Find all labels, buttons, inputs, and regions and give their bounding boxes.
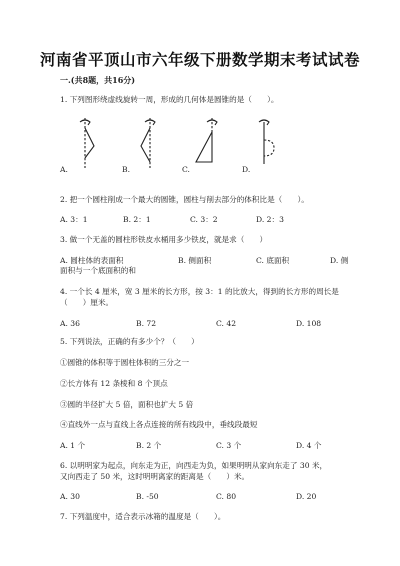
shape-b-icon [130, 118, 170, 174]
q2-option-d[interactable]: D. 2：3 [256, 215, 284, 224]
q3-option-a[interactable]: A. 圆柱体的表面积 [60, 256, 124, 265]
q4-option-b[interactable]: B. 72 [136, 319, 157, 328]
question-6-text-line2: 又向西走了 50 米，这时明明离家的距离是（ ）米。 [60, 472, 250, 481]
question-1-text: 1. 下列图形绕虚线旋转一周，形成的几何体是圆锥的是（ ）。 [60, 95, 279, 104]
q6-option-d[interactable]: D. 20 [296, 492, 317, 501]
q2-option-c[interactable]: C. 3：2 [190, 215, 218, 224]
shape-a-icon [68, 118, 108, 174]
q5-option-a[interactable]: A. 1 个 [60, 441, 86, 450]
option-b-label: B. [122, 165, 130, 174]
shape-c-icon [190, 118, 230, 174]
figure-option-d [242, 118, 290, 174]
q3-option-d-continuation: 面积与一个底面积的和 [60, 266, 136, 275]
question-4-text-line1: 4. 一个长 4 厘米，宽 3 厘米的长方形，按 3：1 的比放大，得到的长方形的周长是 [60, 287, 339, 296]
question-6-text-line1: 6. 以明明家为起点，向东走为正，向西走为负，如果明明从家向东走了 30 米， [60, 461, 328, 470]
question-3-text: 3. 做一个无盖的圆柱形铁皮水桶用多少铁皮，就是求（ ） [60, 235, 268, 244]
q5-option-d[interactable]: D. 4 个 [296, 441, 322, 450]
question-2-text: 2. 把一个圆柱削成一个最大的圆锥，圆柱与削去部分的体积比是（ ）。 [60, 195, 309, 204]
q2-option-b[interactable]: B. 2：1 [123, 215, 151, 224]
q5-option-b[interactable]: B. 2 个 [136, 441, 162, 450]
q6-option-a[interactable]: A. 30 [60, 492, 80, 501]
q6-option-b[interactable]: B. -50 [136, 492, 159, 501]
q3-option-d[interactable]: D. 侧 [330, 256, 349, 265]
question-7-text: 7. 下列温度中，适合表示冰箱的温度是（ ）。 [60, 512, 226, 521]
q5-option-c[interactable]: C. 3 个 [216, 441, 242, 450]
q5-statement-3: ③圆的半径扩大 5 倍，面积也扩大 5 倍 [60, 400, 194, 409]
q4-option-d[interactable]: D. 108 [296, 319, 322, 328]
section-heading: 一.(共8题，共16分) [60, 75, 136, 85]
question-4-text-line2: （ ）厘米。 [60, 298, 114, 307]
figure-option-b [122, 118, 170, 174]
q5-statement-1: ①圆锥的体积等于圆柱体积的三分之一 [60, 358, 190, 367]
q2-option-a[interactable]: A. 3：1 [60, 215, 88, 224]
figure-option-c [182, 118, 230, 174]
q4-option-a[interactable]: A. 36 [60, 319, 80, 328]
question-5-text: 5. 下列说法，正确的有多少个？（ ） [60, 337, 199, 346]
shape-d-icon [250, 118, 290, 174]
page-title: 河南省平顶山市六年级下册数学期末考试试卷 [39, 50, 360, 69]
q3-option-b[interactable]: B. 侧面积 [178, 256, 212, 265]
q6-option-c[interactable]: C. 80 [216, 492, 237, 501]
q3-option-c[interactable]: C. 底面积 [256, 256, 290, 265]
q5-statement-2: ②长方体有 12 条棱和 8 个顶点 [60, 379, 168, 388]
option-d-label: D. [242, 165, 251, 174]
option-a-label: A. [60, 165, 68, 174]
option-c-label: C. [182, 165, 190, 174]
figure-option-a [60, 118, 108, 174]
q5-statement-4: ④直线外一点与直线上各点连接的所有线段中，垂线段最短 [60, 420, 258, 429]
q4-option-c[interactable]: C. 42 [216, 319, 237, 328]
